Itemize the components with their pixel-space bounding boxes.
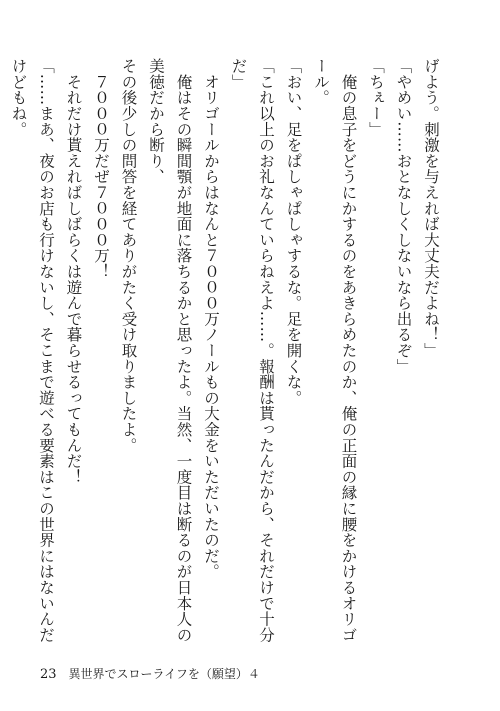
text-line: ７０００万だぜ７０００万！ xyxy=(92,58,110,280)
text-line: 「おい、足をぱしゃぱしゃするな。足を開くな。 xyxy=(284,58,303,406)
text-line: 「これ以上のお礼なんていらねえよ……。報酬は貰ったんだから、それだけで十分だ」 xyxy=(229,58,275,643)
text-line: げよう。刺激を与えれば大丈夫だよね！」 xyxy=(422,58,440,359)
text-line: 「ちぇー」 xyxy=(367,58,385,137)
book-title: 異世界でスローライフを（願望）４ xyxy=(68,667,260,681)
text-line: オリゴールからはなんと７０００万ノールもの大金をいただいたのだ。 xyxy=(202,58,220,580)
text-line: 「やめい……おとなしくしないなら出るぞ」 xyxy=(394,58,413,374)
body-text xyxy=(0,58,444,653)
text-line xyxy=(0,58,4,653)
text-line: 俺はその瞬間顎が地面に落ちるかと思ったよ。当然、一度目は断るのが日本人の美徳だから断り、 xyxy=(147,58,193,643)
page-number: 23 xyxy=(40,667,57,682)
text-line: 「……まあ、夜のお店も行けないし、そこまで遊べる要素はこの世界にはないんだけどもね。 xyxy=(9,58,55,643)
text-line: 俺の息子をどうにかするのをあきらめたのか、俺の正面の縁に腰をかけるオリゴール。 xyxy=(312,58,358,643)
text-line: その後少しの問答を経てありがたく受け取りましたよ。 xyxy=(119,58,138,453)
text-line: それだけ貰えればしばらくは遊んで暮らせるってもんだ！ xyxy=(64,58,83,485)
page-footer xyxy=(40,665,260,682)
